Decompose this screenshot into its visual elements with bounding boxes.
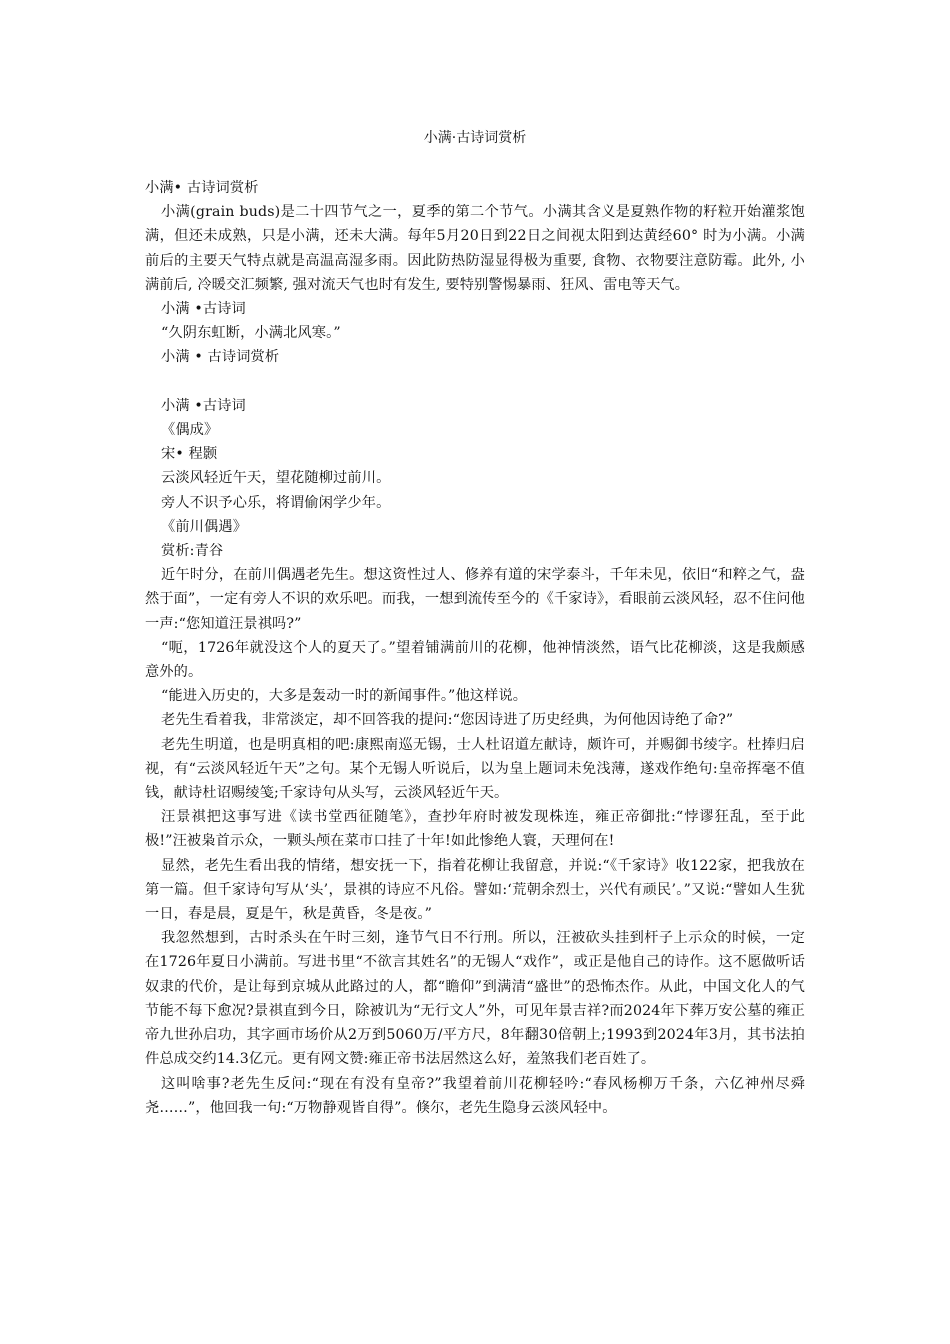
body-paragraph: 小满 •古诗词: [161, 397, 246, 414]
body-paragraph: 云淡风轻近午天，望花随柳过前川。: [161, 470, 391, 487]
body-paragraph: “呃，1726年就没这个人的夏天了。”望着铺满前川的花柳，他神情淡然，语气比花柳淡，这是我颇感意外的。: [145, 639, 805, 681]
body-paragraph: 小满 •古诗词: [161, 301, 246, 318]
blank-line: [145, 370, 805, 394]
document-body: [145, 176, 805, 1120]
body-paragraph: 老先生明道，也是明真相的吧:康熙南巡无锡，士人杜诏道左献诗，颇许可，并赐御书绫字。杜捧归启视，有“云淡风轻近午天”之句。某个无锡人听说后，以为皇上题词未免浅薄，遂戏作绝句:皇帝挥毫不值钱，献诗杜诏赐绫笺;千家诗句从头写，云淡风轻近午天。: [145, 736, 805, 802]
body-paragraph: 小满 • 古诗词赏析: [161, 349, 280, 366]
body-paragraph: 旁人不识予心乐，将谓偷闲学少年。: [161, 494, 391, 511]
body-paragraph: 近午时分，在前川偶遇老先生。想这资性过人、修养有道的宋学泰斗，千年未见，依旧“和粹之气，盎然于面”，一定有旁人不识的欢乐吧。而我，一想到流传至今的《千家诗》，看眼前云淡风轻，忍不住问他一声:“您知道汪景祺吗?”: [145, 567, 805, 632]
body-paragraph: 汪景祺把这事写进《读书堂西征随笔》，查抄年府时被发现株连，雍正帝御批:“悖谬狂乱，至于此极!”汪被枭首示众，一颗头颅在菜市口挂了十年!如此惨绝人寰，天理何在!: [145, 809, 805, 850]
body-paragraph: 老先生看着我，非常淡定，却不回答我的提问:“您因诗进了历史经典，为何他因诗绝了命?”: [161, 712, 734, 729]
body-paragraph: 《前川偶遇》: [161, 518, 248, 535]
body-paragraph: 我忽然想到，古时杀头在午时三刻，逢节气日不行刑。所以，汪被砍头挂到杆子上示众的时候，一定在1726年夏日小满前。写进书里“不欲言其姓名”的无锡人“戏作”，或正是他自己的诗作。这不愿做听话奴隶的代价，是让每到京城从此路过的人，都“瞻仰”到满清“盛世”的恐怖杰作。从此，中国文化人的气节能不每下愈况?景祺直到今日，除被讥为“无行文人”外，可见年景吉祥?而2024年下葬万安公墓的雍正帝九世孙启功，其字画市场价从2万到5060万/平方尺，8年翻30倍朝上;1993到2024年3月，其书法拍件总成交约14.3亿元。更有网文赞:雍正帝书法居然这么好，羞煞我们老百姓了。: [145, 930, 805, 1068]
body-paragraph: 小满• 古诗词赏析: [145, 180, 259, 196]
body-paragraph: “能进入历史的，大多是轰动一时的新闻事件。”他这样说。: [161, 688, 528, 705]
body-paragraph: 赏析:青谷: [161, 543, 224, 560]
body-paragraph: 这叫啥事?老先生反问:“现在有没有皇帝?”我望着前川花柳轻吟:“春风杨柳万千条，六亿神州尽舜尧……”，他回我一句:“万物静观皆自得”。倏尔，老先生隐身云淡风轻中。: [145, 1075, 805, 1116]
body-paragraph: “久阴东虹断，小满北风寒。”: [161, 325, 341, 342]
body-paragraph: 显然，老先生看出我的情绪，想安抚一下，指着花柳让我留意，并说:“《千家诗》收122家，把我放在第一篇。但千家诗句写从‘头’，景祺的诗应不凡俗。譬如:‘荒朝余烈士，兴代有顽民’。”又说:“譬如人生犹一日，春是晨，夏是午，秋是黄昏，冬是夜。”: [145, 857, 805, 923]
body-paragraph: 宋• 程颢: [161, 446, 218, 463]
document-title: 小满·古诗词赏析: [423, 130, 527, 146]
body-paragraph: 《偶成》: [161, 422, 219, 439]
body-paragraph: 小满(grain buds)是二十四节气之一，夏季的第二个节气。小满其含义是夏熟作物的籽粒开始灌浆饱满，但还未成熟，只是小满，还未大满。每年5月20日到22日之间视太阳到达黄经60° 时为小满。小满前后的主要天气特点就是高温高湿多雨。因此防热防湿显得极为重要, 食物、衣物要注意防霉。此外, 小满前后, 冷暖交汇频繁, 强对流天气也时有发生, 要特别警惕暴雨、狂风、雷电等天气。: [145, 204, 805, 293]
